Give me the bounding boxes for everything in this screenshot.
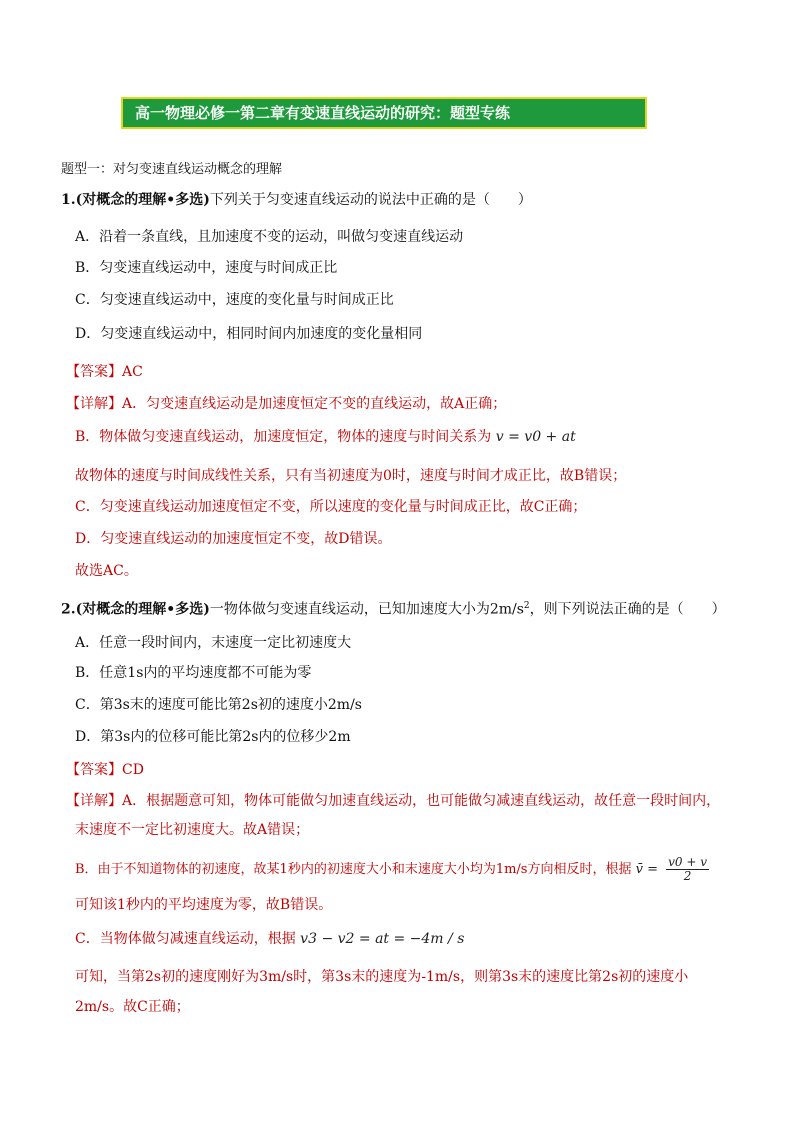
formula-average-velocity-lhs: v̄ = — [635, 862, 658, 877]
question-2-number: 2. — [61, 601, 76, 618]
question-1-detail-d: D．匀变速直线运动的加速度恒定不变，故D错误。 — [75, 531, 392, 547]
question-2-option-b: B．任意1s内的平均速度都不可能为零 — [75, 665, 312, 681]
question-2: 2.(对概念的理解•多选)一物体做匀变速直线运动，已知加速度大小为$2m/s^2$，则下列说法正确的是（ ） — [61, 601, 726, 618]
question-1-conclusion: 故选AC。 — [75, 563, 138, 579]
question-1-option-d: D．匀变速直线运动中，相同时间内加速度的变化量相同 — [75, 326, 423, 342]
formula-average-velocity-fraction: $\frac{v0 + v}{2}$ — [668, 855, 708, 883]
question-2-stem: 一物体做匀变速直线运动，已知加速度大小为2m/s — [209, 601, 524, 618]
answer-label: 【答案】 — [66, 762, 122, 778]
question-1-detail-b: B．物体做匀变速直线运动，加速度恒定，物体的速度与时间关系为 v = v0 + at — [75, 429, 576, 445]
question-1-number: 1. — [61, 192, 76, 208]
formula-velocity-time: v = v0 + at — [495, 429, 576, 445]
question-1-tag: (对概念的理解•多选) — [75, 192, 210, 208]
question-2-detail-c3: 2m/s。故C正确； — [75, 999, 190, 1015]
answer-label: 【答案】 — [66, 364, 122, 380]
question-1-detail-a: 【详解】A．匀变速直线运动是加速度恒定不变的直线运动，故A正确； — [66, 396, 507, 412]
question-2-option-d: D．第3s内的位移可能比第2s内的位移少2m — [75, 729, 351, 745]
question-2-tag: (对概念的理解•多选) — [75, 601, 210, 618]
question-2-detail-a2: 末速度不一定比初速度大。故A错误； — [75, 822, 310, 838]
question-1-option-a: A．沿着一条直线，且加速度不变的运动，叫做匀变速直线运动 — [75, 229, 464, 245]
question-1-option-c: C．匀变速直线运动中，速度的变化量与时间成正比 — [75, 292, 394, 308]
question-1-detail-b2: 故物体的速度与时间成线性关系，只有当初速度为0时，速度与时间才成正比，故B错误； — [75, 468, 627, 484]
question-2-detail-c2: 可知，当第2s初的速度刚好为3m/s时，第3s末的速度为-1m/s，则第3s末的速度比第2s初的速度小 — [75, 969, 689, 985]
question-2-option-c: C．第3s末的速度可能比第2s初的速度小2m/s — [75, 697, 362, 713]
question-2-option-a: A．任意一段时间内，末速度一定比初速度大 — [75, 635, 352, 651]
question-2-detail-b: B．由于不知道物体的初速度，故某1秒内的初速度大小和末速度大小均为1m/s方向相反时，根据 v̄ = $\frac{v0 + v}{2}$ — [75, 855, 708, 883]
question-1-stem: 下列关于匀变速直线运动的说法中正确的是（ ） — [209, 192, 532, 208]
question-2-detail-c: C．当物体做匀减速直线运动，根据 v3 − v2 = at = −4m / s — [75, 931, 465, 947]
question-1-answer — [66, 362, 143, 382]
detail-label: 【详解】 — [66, 793, 122, 809]
question-2-detail-a: 【详解】A．根据题意可知，物体可能做匀加速直线运动，也可能做匀减速直线运动，故任意一段时间内， — [66, 793, 721, 809]
question-2-answer — [66, 760, 144, 780]
question-1-detail-c: C．匀变速直线运动加速度恒定不变，所以速度的变化量与时间成正比，故C正确； — [75, 499, 587, 515]
document-title: 高一物理必修一第二章有变速直线运动的研究：题型专练 — [121, 97, 647, 129]
section-heading: 题型一：对匀变速直线运动概念的理解 — [61, 162, 283, 177]
question-1-option-b: B．匀变速直线运动中，速度与时间成正比 — [75, 260, 338, 276]
question-1 — [61, 190, 532, 210]
question-2-stem-exponent: 2 — [523, 601, 530, 611]
answer-value: CD — [122, 762, 144, 778]
formula-velocity-change: v3 − v2 = at = −4m / s — [300, 931, 465, 947]
detail-label: 【详解】 — [66, 396, 122, 412]
answer-value: AC — [122, 364, 143, 380]
question-2-detail-b2: 可知该1秒内的平均速度为零，故B错误。 — [75, 897, 333, 913]
